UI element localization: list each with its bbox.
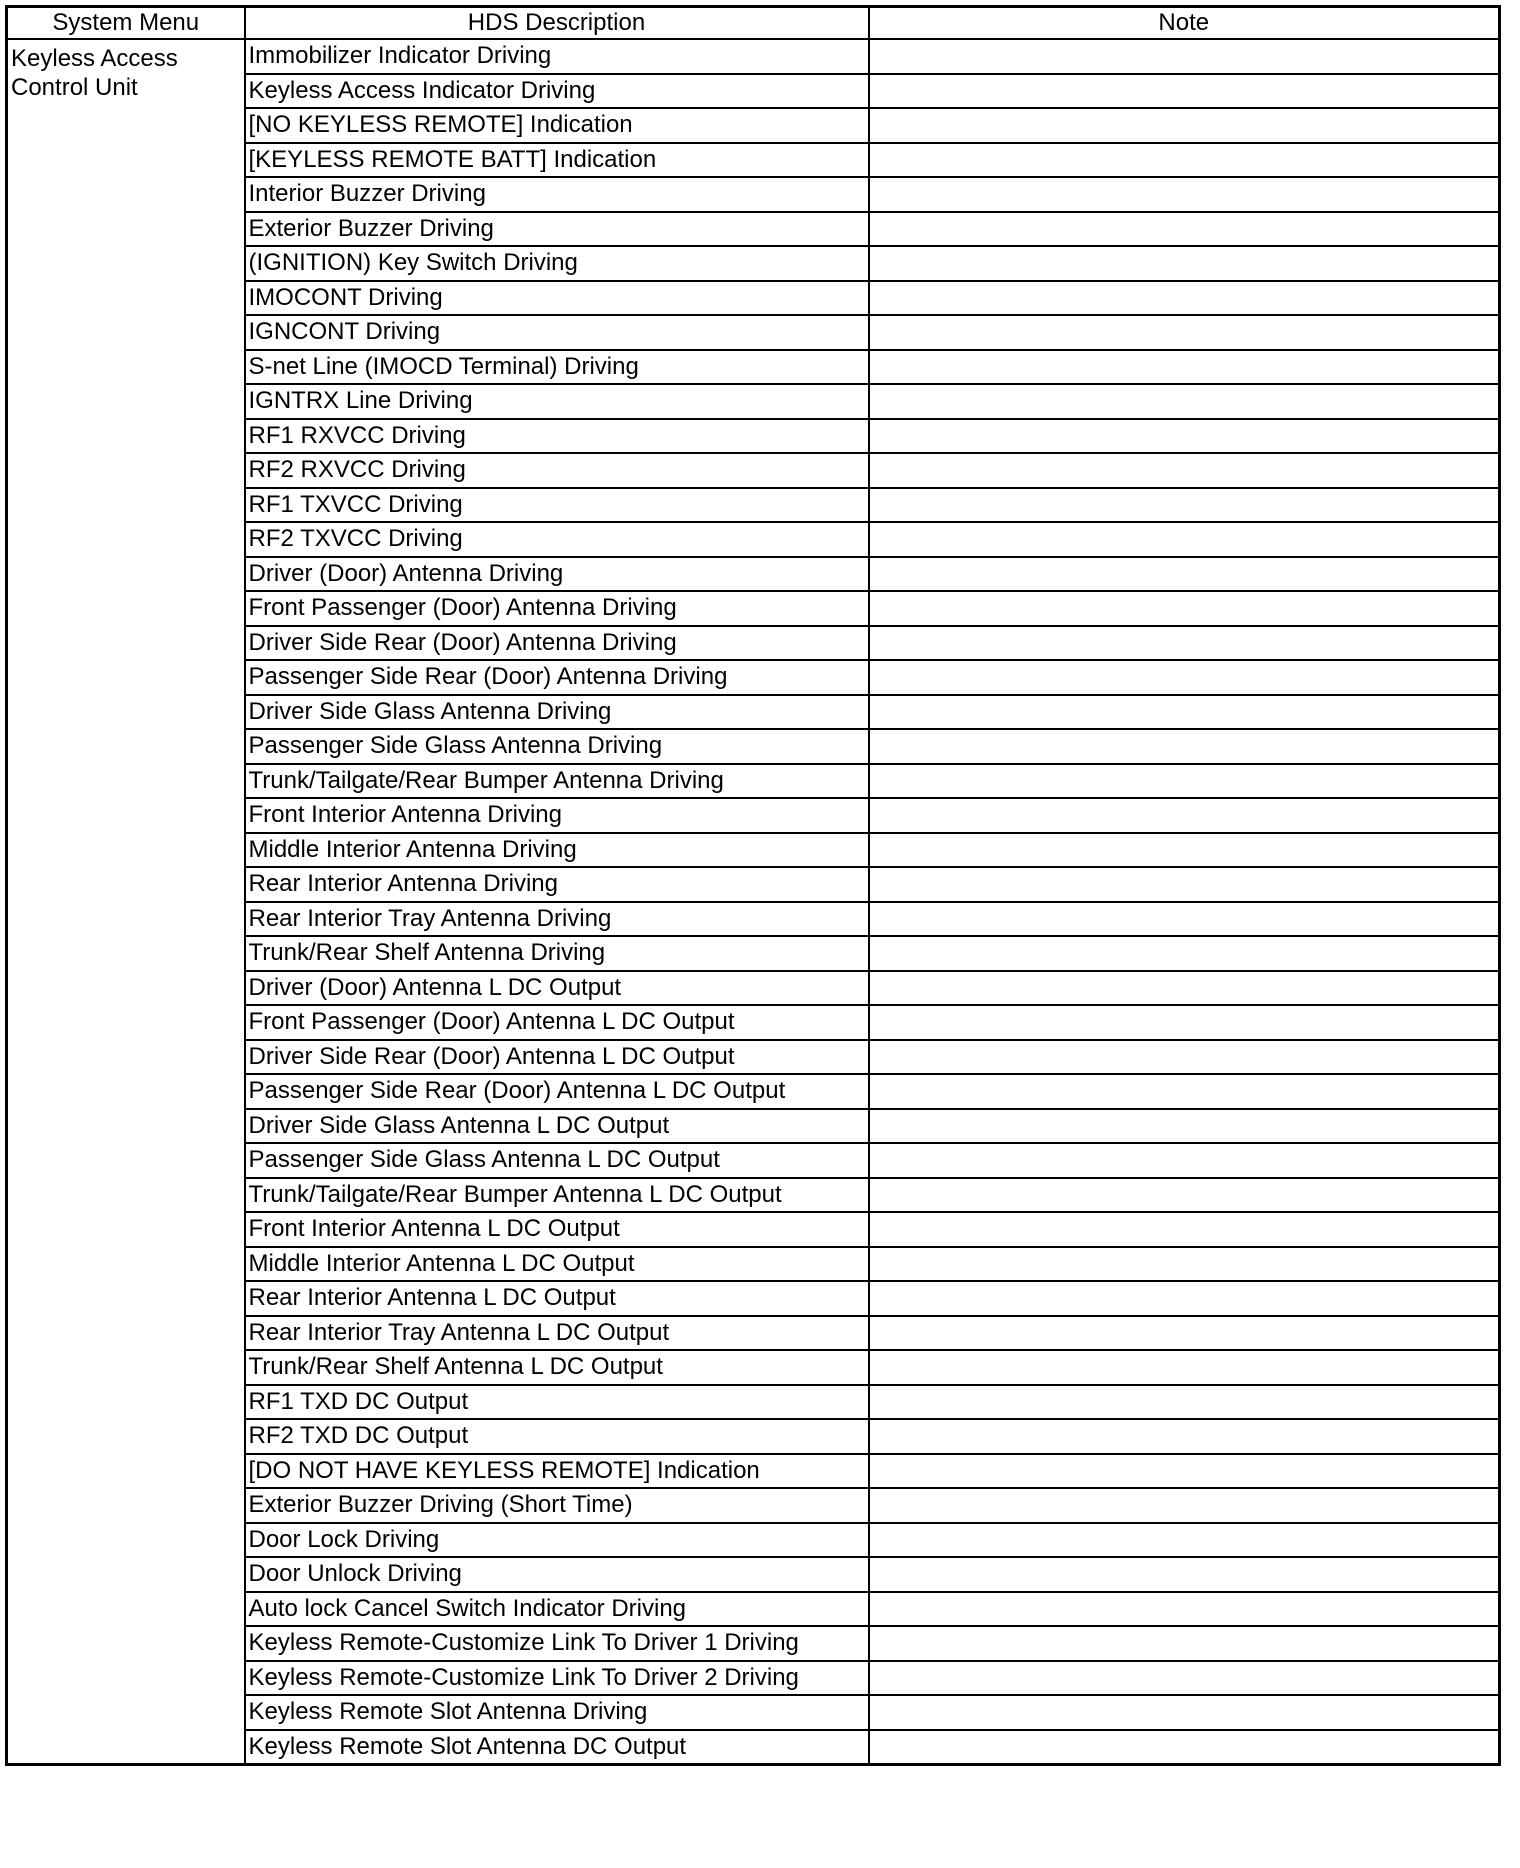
hds-description-cell: Keyless Remote Slot Antenna DC Output xyxy=(245,1730,869,1765)
note-cell xyxy=(869,1247,1500,1282)
note-cell xyxy=(869,1212,1500,1247)
note-cell xyxy=(869,1557,1500,1592)
table-header xyxy=(7,7,1500,40)
hds-description-cell: Driver Side Glass Antenna L DC Output xyxy=(245,1109,869,1144)
note-cell xyxy=(869,1005,1500,1040)
hds-description-cell: Driver (Door) Antenna Driving xyxy=(245,557,869,592)
note-cell xyxy=(869,39,1500,74)
note-cell xyxy=(869,1385,1500,1420)
header-note: Note xyxy=(869,7,1500,40)
hds-description-cell: Driver Side Glass Antenna Driving xyxy=(245,695,869,730)
note-cell xyxy=(869,453,1500,488)
note-cell xyxy=(869,729,1500,764)
hds-description-cell: Exterior Buzzer Driving xyxy=(245,212,869,247)
note-cell xyxy=(869,419,1500,454)
hds-description-cell: Passenger Side Rear (Door) Antenna L DC Output xyxy=(245,1074,869,1109)
note-cell xyxy=(869,522,1500,557)
hds-description-cell: Rear Interior Tray Antenna L DC Output xyxy=(245,1316,869,1351)
hds-description-cell: Driver (Door) Antenna L DC Output xyxy=(245,971,869,1006)
hds-description-cell: Trunk/Rear Shelf Antenna L DC Output xyxy=(245,1350,869,1385)
note-cell xyxy=(869,108,1500,143)
note-cell xyxy=(869,1074,1500,1109)
note-cell xyxy=(869,177,1500,212)
hds-description-cell: Rear Interior Tray Antenna Driving xyxy=(245,902,869,937)
note-cell xyxy=(869,1592,1500,1627)
hds-description-cell: S-net Line (IMOCD Terminal) Driving xyxy=(245,350,869,385)
note-cell xyxy=(869,143,1500,178)
note-cell xyxy=(869,1316,1500,1351)
table-body xyxy=(7,39,1500,1765)
hds-description-cell: Keyless Remote-Customize Link To Driver 2 Driving xyxy=(245,1661,869,1696)
hds-description-cell: Front Passenger (Door) Antenna Driving xyxy=(245,591,869,626)
hds-description-cell: Interior Buzzer Driving xyxy=(245,177,869,212)
hds-description-cell: Passenger Side Rear (Door) Antenna Driving xyxy=(245,660,869,695)
hds-description-cell: IGNCONT Driving xyxy=(245,315,869,350)
note-cell xyxy=(869,1109,1500,1144)
hds-description-cell: [NO KEYLESS REMOTE] Indication xyxy=(245,108,869,143)
note-cell xyxy=(869,212,1500,247)
hds-description-cell: Passenger Side Glass Antenna L DC Output xyxy=(245,1143,869,1178)
note-cell xyxy=(869,74,1500,109)
hds-description-cell: RF1 TXVCC Driving xyxy=(245,488,869,523)
system-menu-cell: Keyless Access Control Unit xyxy=(7,39,245,1765)
hds-description-cell: Driver Side Rear (Door) Antenna L DC Output xyxy=(245,1040,869,1075)
header-row xyxy=(7,7,1500,40)
note-cell xyxy=(869,626,1500,661)
hds-description-cell: RF2 RXVCC Driving xyxy=(245,453,869,488)
hds-description-cell: Trunk/Rear Shelf Antenna Driving xyxy=(245,936,869,971)
note-cell xyxy=(869,833,1500,868)
header-hds-description: HDS Description xyxy=(245,7,869,40)
note-cell xyxy=(869,281,1500,316)
note-cell xyxy=(869,246,1500,281)
hds-description-cell: [KEYLESS REMOTE BATT] Indication xyxy=(245,143,869,178)
table-row xyxy=(7,39,1500,74)
note-cell xyxy=(869,1178,1500,1213)
hds-description-cell: Keyless Remote Slot Antenna Driving xyxy=(245,1695,869,1730)
note-cell xyxy=(869,1143,1500,1178)
hds-description-cell: Exterior Buzzer Driving (Short Time) xyxy=(245,1488,869,1523)
hds-description-cell: [DO NOT HAVE KEYLESS REMOTE] Indication xyxy=(245,1454,869,1489)
hds-description-cell: Front Interior Antenna Driving xyxy=(245,798,869,833)
hds-description-cell: Auto lock Cancel Switch Indicator Driving xyxy=(245,1592,869,1627)
hds-description-cell: Door Unlock Driving xyxy=(245,1557,869,1592)
note-cell xyxy=(869,350,1500,385)
note-cell xyxy=(869,557,1500,592)
hds-description-cell: RF1 TXD DC Output xyxy=(245,1385,869,1420)
note-cell xyxy=(869,971,1500,1006)
note-cell xyxy=(869,764,1500,799)
note-cell xyxy=(869,902,1500,937)
hds-description-cell: IGNTRX Line Driving xyxy=(245,384,869,419)
note-cell xyxy=(869,1419,1500,1454)
note-cell xyxy=(869,936,1500,971)
hds-table xyxy=(5,5,1501,1766)
hds-description-cell: Keyless Access Indicator Driving xyxy=(245,74,869,109)
hds-description-cell: Front Passenger (Door) Antenna L DC Output xyxy=(245,1005,869,1040)
hds-description-cell: Trunk/Tailgate/Rear Bumper Antenna L DC Output xyxy=(245,1178,869,1213)
note-cell xyxy=(869,1454,1500,1489)
note-cell xyxy=(869,1281,1500,1316)
hds-description-cell: Passenger Side Glass Antenna Driving xyxy=(245,729,869,764)
note-cell xyxy=(869,591,1500,626)
note-cell xyxy=(869,1730,1500,1765)
hds-description-cell: Driver Side Rear (Door) Antenna Driving xyxy=(245,626,869,661)
hds-description-cell: RF2 TXVCC Driving xyxy=(245,522,869,557)
header-system-menu: System Menu xyxy=(7,7,245,40)
note-cell xyxy=(869,1661,1500,1696)
note-cell xyxy=(869,798,1500,833)
note-cell xyxy=(869,384,1500,419)
note-cell xyxy=(869,488,1500,523)
note-cell xyxy=(869,1350,1500,1385)
note-cell xyxy=(869,1488,1500,1523)
hds-description-cell: RF2 TXD DC Output xyxy=(245,1419,869,1454)
hds-description-cell: Immobilizer Indicator Driving xyxy=(245,39,869,74)
note-cell xyxy=(869,1040,1500,1075)
note-cell xyxy=(869,315,1500,350)
note-cell xyxy=(869,695,1500,730)
hds-description-cell: Middle Interior Antenna Driving xyxy=(245,833,869,868)
hds-description-cell: IMOCONT Driving xyxy=(245,281,869,316)
hds-description-cell: Door Lock Driving xyxy=(245,1523,869,1558)
hds-description-cell: Front Interior Antenna L DC Output xyxy=(245,1212,869,1247)
note-cell xyxy=(869,1695,1500,1730)
hds-description-cell: Rear Interior Antenna L DC Output xyxy=(245,1281,869,1316)
note-cell xyxy=(869,660,1500,695)
hds-description-cell: (IGNITION) Key Switch Driving xyxy=(245,246,869,281)
hds-description-cell: Trunk/Tailgate/Rear Bumper Antenna Driving xyxy=(245,764,869,799)
hds-description-cell: Middle Interior Antenna L DC Output xyxy=(245,1247,869,1282)
hds-table-sheet xyxy=(5,5,1498,1766)
hds-description-cell: Keyless Remote-Customize Link To Driver 1 Driving xyxy=(245,1626,869,1661)
note-cell xyxy=(869,1523,1500,1558)
note-cell xyxy=(869,867,1500,902)
hds-description-cell: RF1 RXVCC Driving xyxy=(245,419,869,454)
note-cell xyxy=(869,1626,1500,1661)
hds-description-cell: Rear Interior Antenna Driving xyxy=(245,867,869,902)
